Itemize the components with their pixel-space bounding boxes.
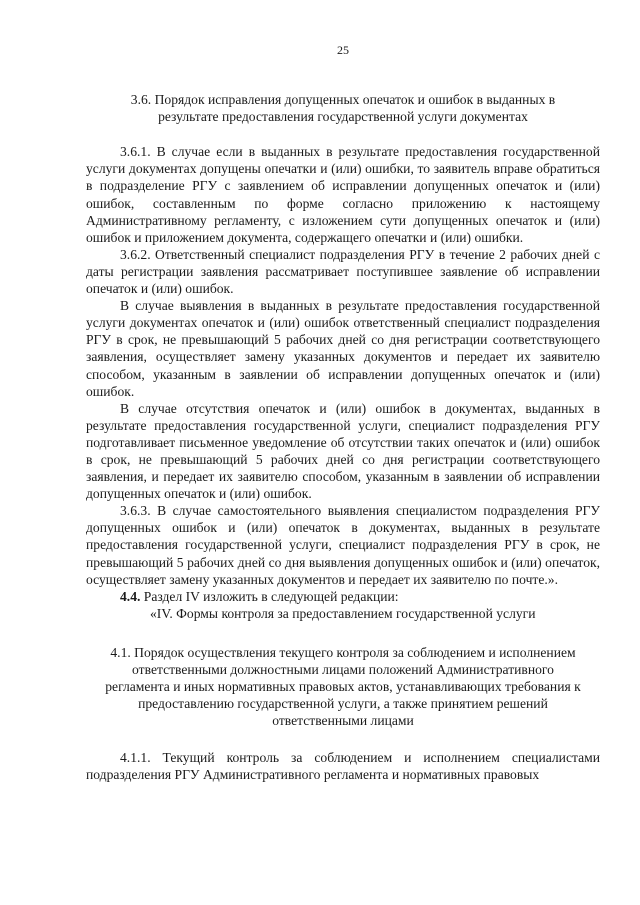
section-heading-3-6: 3.6. Порядок исправления допущенных опечаток и ошибок в выданных в результате предоставления государственной услуги документах	[130, 92, 556, 125]
amendment-number: 4.4.	[120, 588, 141, 604]
paragraph-no-errors: В случае отсутствия опечаток и (или) ошибок в документах, выданных в результате предоставления государственной услуги, специалист подразделения РГУ подготавливает письменное уведомление об отсутствии таких опечаток и (или) ошибок в срок, не превышающий 5 рабочих дней со дня регистрации соответствующего заявления, и передает их заявителю способом, указанным в заявлении об исправлении допущенных опечаток и (или) ошибок.	[86, 400, 600, 502]
paragraph-4-1-1: 4.1.1. Текущий контроль за соблюдением и исполнением специалистами подразделения РГУ Административного регламента и нормативных правовых	[86, 750, 600, 783]
section-heading-4-1: 4.1. Порядок осуществления текущего контроля за соблюдением и исполнением ответственными должностными лицами положений Административного регламента и иных нормативных правовых актов, устанавливающих требования к предоставлению государственной услуги, а также принятием решений ответственными лицами	[105, 644, 581, 729]
amendment-text: Раздел IV изложить в следующей редакции:	[140, 588, 399, 604]
page-number: 25	[337, 43, 349, 57]
section-iv-title: «IV. Формы контроля за предоставлением государственной услуги	[150, 605, 536, 621]
paragraph-errors-found: В случае выявления в выданных в результате предоставления государственной услуги документах опечаток и (или) ошибок ответственный специалист подразделения РГУ в срок, не превышающий 5 рабочих дней со дня регистрации соответствующего заявления, осуществляет замену указанных документов и передает их заявителю способом, указанным в заявлении об исправлении допущенных опечаток и (или) ошибок.	[86, 298, 600, 399]
amendment-4-4	[86, 588, 600, 605]
paragraph-3-6-2: 3.6.2. Ответственный специалист подразделения РГУ в течение 2 рабочих дней с даты регистрации заявления рассматривает поступившее заявление об исправлении опечаток и (или) ошибок.	[86, 246, 600, 297]
paragraph-3-6-3: 3.6.3. В случае самостоятельного выявления специалистом подразделения РГУ допущенных ошибок и (или) опечаток в документах, выданных в результате предоставления государственной услуги, специалист подразделения РГУ в срок, не превышающий 5 рабочих дней со дня выявления допущенных ошибок и (или) опечаток, осуществляет замену указанных документов и передает их заявителю по почте.».	[86, 503, 600, 587]
paragraph-3-6-1: 3.6.1. В случае если в выданных в результате предоставления государственной услуги документах допущены опечатки и (или) ошибки, то заявитель вправе обратиться в подразделение РГУ с заявлением об исправлении допущенных опечаток и (или) ошибок, составленным по форме согласно приложению к настоящему Административному регламенту, с изложением сути допущенных опечаток и (или) ошибок и приложением документа, содержащего опечатки и (или) ошибки.	[86, 144, 600, 245]
